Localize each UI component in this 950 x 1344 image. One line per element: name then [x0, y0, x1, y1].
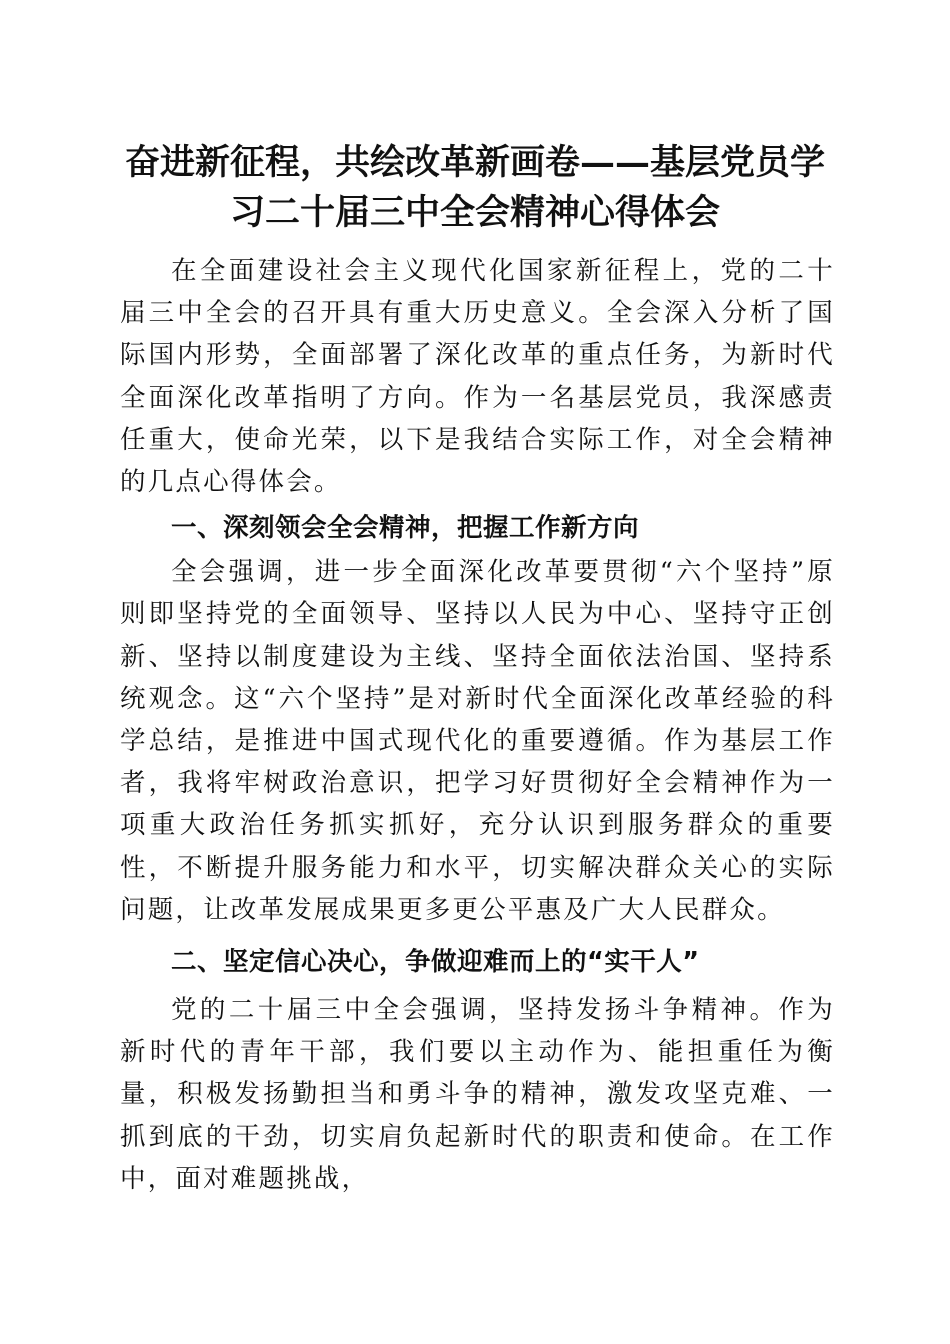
section-1-heading: 一、深刻领会全会精神，把握工作新方向 [171, 513, 640, 544]
document-body [120, 250, 835, 1200]
title-line-1: 奋进新征程，共绘改革新画卷——基层党员学 [124, 142, 825, 183]
intro-paragraph: 在全面建设社会主义现代化国家新征程上，党的二十届三中全会的召开具有重大历史意义。全会深入分析了国际国内形势，全面部署了深化改革的重点任务，为新时代全面深化改革指明了方向。作为一名基层党员，我深感责任重大，使命光荣，以下是我结合实际工作，对全会精神的几点心得体会。 [120, 256, 835, 498]
section-2-paragraph: 党的二十届三中全会强调，坚持发扬斗争精神。作为新时代的青年干部，我们要以主动作为、能担重任为衡量，积极发扬勤担当和勇斗争的精神，激发攻坚克难、一抓到底的干劲，切实肩负起新时代的职责和使命。在工作中，面对难题挑战， [120, 995, 835, 1194]
title-line-2: 习二十届三中全会精神心得体会 [229, 192, 720, 233]
document-title [100, 138, 850, 238]
section-2-heading: 二、坚定信心决心，争做迎难而上的“实干人” [171, 947, 700, 978]
section-1-paragraph: 全会强调，进一步全面深化改革要贯彻“六个坚持”原则即坚持党的全面领导、坚持以人民为中心、坚持守正创新、坚持以制度建设为主线、坚持全面依法治国、坚持系统观念。这“六个坚持”是对新时代全面深化改革经验的科学总结，是推进中国式现代化的重要遵循。作为基层工作者，我将牢树政治意识，把学习好贯彻好全会精神作为一项重大政治任务抓实抓好，充分认识到服务群众的重要性，不断提升服务能力和水平，切实解决群众关心的实际问题，让改革发展成果更多更公平惠及广大人民群众。 [120, 557, 835, 925]
